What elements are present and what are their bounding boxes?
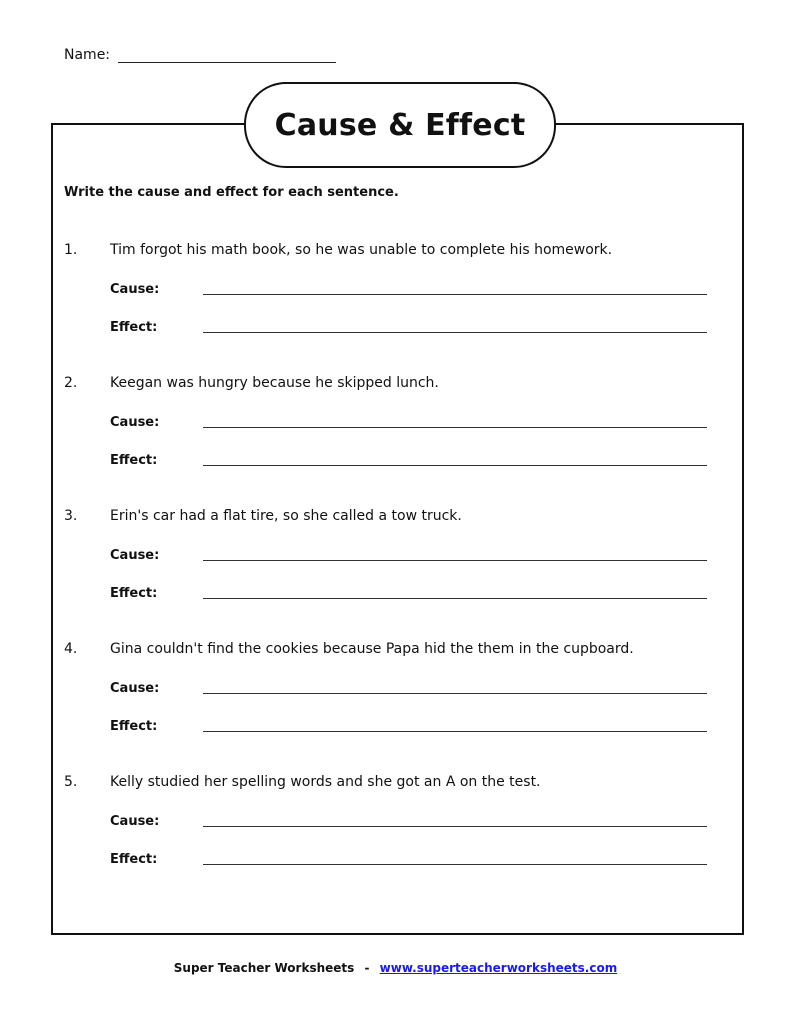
question-text: Keegan was hungry because he skipped lunch. xyxy=(110,375,439,391)
cause-label: Cause: xyxy=(110,681,160,696)
question-5 xyxy=(64,772,714,867)
cause-answer-line[interactable] xyxy=(203,293,707,295)
question-number: 5. xyxy=(64,774,78,790)
cause-answer-row xyxy=(110,811,707,829)
instructions: Write the cause and effect for each sentence. xyxy=(64,185,399,200)
effect-label: Effect: xyxy=(110,719,158,734)
footer-website-link[interactable]: www.superteacherworksheets.com xyxy=(379,961,618,975)
cause-answer-row xyxy=(110,678,707,696)
question-text: Gina couldn't find the cookies because Papa hid the them in the cupboard. xyxy=(110,641,634,657)
cause-answer-line[interactable] xyxy=(203,559,707,561)
effect-answer-line[interactable] xyxy=(203,331,707,333)
cause-answer-row xyxy=(110,545,707,563)
question-number: 3. xyxy=(64,508,78,524)
cause-label: Cause: xyxy=(110,282,160,297)
effect-answer-line[interactable] xyxy=(203,464,707,466)
cause-answer-row xyxy=(110,412,707,430)
name-label: Name: xyxy=(64,47,111,63)
footer xyxy=(0,961,791,975)
question-2 xyxy=(64,373,714,468)
worksheet-title: Cause & Effect xyxy=(274,107,526,143)
cause-answer-line[interactable] xyxy=(203,692,707,694)
effect-answer-line[interactable] xyxy=(203,863,707,865)
cause-answer-line[interactable] xyxy=(203,426,707,428)
cause-answer-line[interactable] xyxy=(203,825,707,827)
effect-label: Effect: xyxy=(110,453,158,468)
name-blank-line[interactable] xyxy=(118,48,336,63)
question-number: 4. xyxy=(64,641,78,657)
effect-label: Effect: xyxy=(110,320,158,335)
effect-answer-row xyxy=(110,716,707,734)
cause-label: Cause: xyxy=(110,814,160,829)
question-number: 2. xyxy=(64,375,78,391)
question-4 xyxy=(64,639,714,734)
cause-answer-row xyxy=(110,279,707,297)
cause-label: Cause: xyxy=(110,415,160,430)
effect-answer-row xyxy=(110,583,707,601)
effect-answer-row xyxy=(110,849,707,867)
question-3 xyxy=(64,506,714,601)
effect-label: Effect: xyxy=(110,586,158,601)
footer-brand: Super Teacher Worksheets xyxy=(173,961,355,975)
question-text: Erin's car had a flat tire, so she called a tow truck. xyxy=(110,508,462,524)
question-number: 1. xyxy=(64,242,78,258)
effect-answer-line[interactable] xyxy=(203,597,707,599)
effect-answer-row xyxy=(110,450,707,468)
footer-separator: - xyxy=(364,961,370,975)
effect-answer-line[interactable] xyxy=(203,730,707,732)
question-1 xyxy=(64,240,714,335)
question-text: Tim forgot his math book, so he was unable to complete his homework. xyxy=(110,242,613,258)
effect-label: Effect: xyxy=(110,852,158,867)
cause-label: Cause: xyxy=(110,548,160,563)
title-banner xyxy=(244,82,556,168)
name-field xyxy=(64,47,336,63)
question-text: Kelly studied her spelling words and she got an A on the test. xyxy=(110,774,541,790)
effect-answer-row xyxy=(110,317,707,335)
